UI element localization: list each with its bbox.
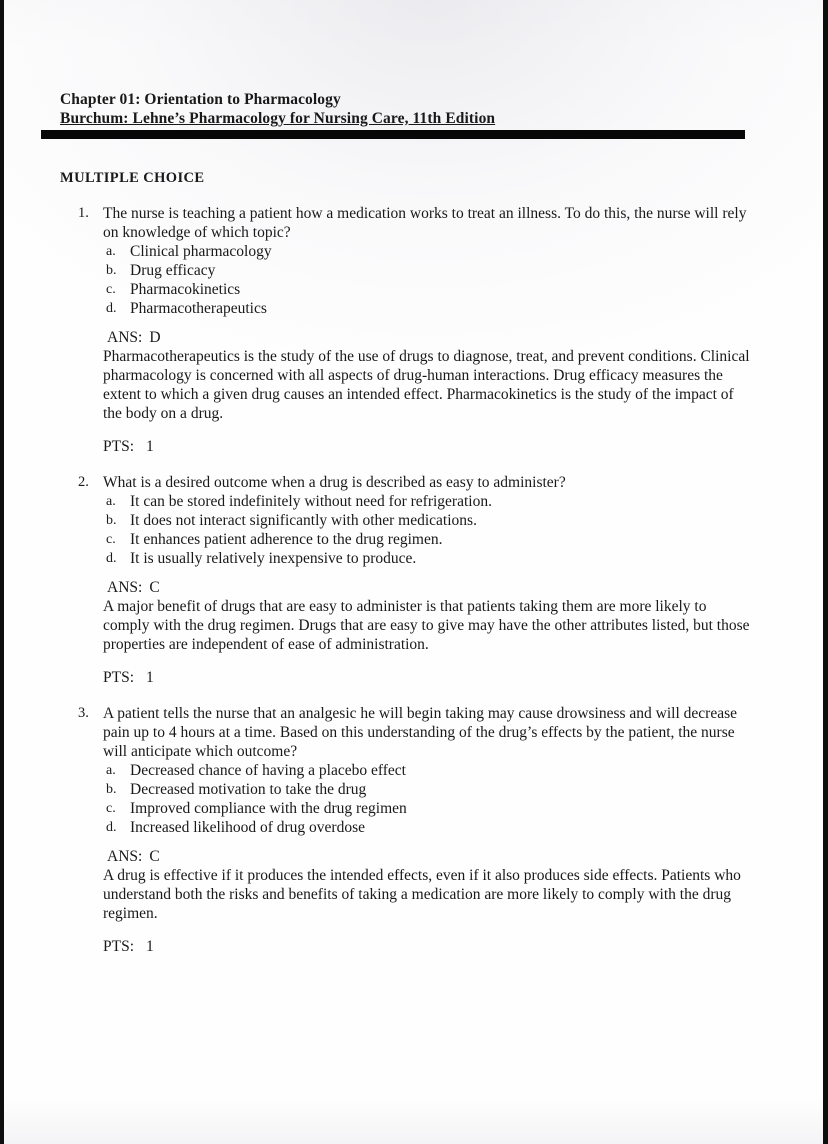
answer-value: D bbox=[149, 329, 161, 346]
option-letter: c. bbox=[106, 532, 116, 547]
option-text: It enhances patient adherence to the drug regimen. bbox=[130, 531, 443, 548]
option-row-d bbox=[103, 818, 751, 837]
option-row-b bbox=[103, 511, 751, 530]
document-content bbox=[60, 0, 753, 956]
option-text: Drug efficacy bbox=[130, 262, 216, 279]
option-row-a bbox=[103, 761, 751, 780]
points-line bbox=[103, 668, 751, 687]
option-letter: c. bbox=[106, 801, 116, 816]
question-text: What is a desired outcome when a drug is described as easy to administer? bbox=[103, 474, 566, 491]
section-heading: MULTIPLE CHOICE bbox=[60, 170, 205, 186]
question-list bbox=[60, 204, 753, 956]
question-row bbox=[60, 204, 753, 456]
answer-label: ANS: bbox=[107, 848, 143, 865]
option-text: It can be stored indefinitely without need for refrigeration. bbox=[130, 493, 492, 510]
option-letter: a. bbox=[106, 494, 116, 509]
rationale-text: A major benefit of drugs that are easy to administer is that patients taking them are more likely to comply with the drug regimen. Drugs that are easy to give may have the other attributes listed, but those properties are independent of ease of administration. bbox=[103, 598, 750, 653]
option-letter: d. bbox=[106, 551, 117, 566]
option-text: Increased likelihood of drug overdose bbox=[130, 819, 366, 836]
question-body bbox=[103, 473, 751, 687]
option-text: Improved compliance with the drug regimen bbox=[130, 800, 407, 817]
option-text: Decreased motivation to take the drug bbox=[130, 781, 367, 798]
points-line bbox=[103, 937, 751, 956]
question-text: A patient tells the nurse that an analgesic he will begin taking may cause drowsiness and will decrease pain up to 4 hours at a time. Based on this understanding of the drug’s effects by the patient, the nurse will anticipate which outcome? bbox=[103, 705, 738, 760]
option-row-b bbox=[103, 261, 751, 280]
answer-value: C bbox=[149, 579, 160, 596]
question-row bbox=[60, 704, 753, 956]
option-letter: b. bbox=[106, 513, 117, 528]
header-divider-bar bbox=[41, 130, 745, 139]
option-row-d bbox=[103, 299, 751, 318]
question-block-3 bbox=[60, 704, 753, 956]
option-row-c bbox=[103, 799, 751, 818]
option-text: Pharmacokinetics bbox=[130, 281, 241, 298]
option-row-a bbox=[103, 492, 751, 511]
points-value: 1 bbox=[146, 438, 154, 455]
answer-line bbox=[103, 578, 751, 597]
points-line bbox=[103, 437, 751, 456]
option-letter: b. bbox=[106, 782, 117, 797]
answer-line bbox=[103, 328, 751, 347]
rationale-text: A drug is effective if it produces the intended effects, even if it also produces side effects. Patients who understand both the risks and benefits of taking a medication are more likely to comply with the drug regimen. bbox=[103, 867, 741, 922]
chapter-title: Chapter 01: Orientation to Pharmacology bbox=[60, 91, 341, 108]
question-body bbox=[103, 704, 751, 956]
answer-label: ANS: bbox=[107, 579, 143, 596]
option-letter: b. bbox=[106, 263, 117, 278]
points-value: 1 bbox=[146, 938, 154, 955]
points-label: PTS: bbox=[103, 938, 135, 955]
doc-header bbox=[60, 0, 753, 139]
option-letter: a. bbox=[106, 244, 116, 259]
option-text: It does not interact significantly with other medications. bbox=[130, 512, 477, 529]
question-number: 2. bbox=[78, 474, 89, 490]
option-row-c bbox=[103, 280, 751, 299]
option-row-b bbox=[103, 780, 751, 799]
option-text: It is usually relatively inexpensive to produce. bbox=[130, 550, 417, 567]
question-block-1 bbox=[60, 204, 753, 456]
answer-label: ANS: bbox=[107, 329, 143, 346]
option-row-a bbox=[103, 242, 751, 261]
option-text: Decreased chance of having a placebo effect bbox=[130, 762, 406, 779]
option-text: Pharmacotherapeutics bbox=[130, 300, 267, 317]
answer-value: C bbox=[149, 848, 160, 865]
points-label: PTS: bbox=[103, 669, 135, 686]
option-row-c bbox=[103, 530, 751, 549]
option-letter: c. bbox=[106, 282, 116, 297]
question-number: 3. bbox=[78, 705, 89, 721]
question-number: 1. bbox=[78, 205, 89, 221]
answer-line bbox=[103, 847, 751, 866]
option-letter: d. bbox=[106, 820, 117, 835]
rationale-text: Pharmacotherapeutics is the study of the use of drugs to diagnose, treat, and prevent conditions. Clinical pharmacology is concerned with all aspects of drug-human interactions. Drug efficacy measures the extent to which a given drug causes an intended effect. Pharmacokinetics is the study of the impact of the body on a drug. bbox=[103, 348, 750, 422]
points-value: 1 bbox=[146, 669, 154, 686]
option-letter: a. bbox=[106, 763, 116, 778]
question-body bbox=[103, 204, 751, 456]
option-text: Clinical pharmacology bbox=[130, 243, 272, 260]
question-block-2 bbox=[60, 473, 753, 687]
question-text: The nurse is teaching a patient how a medication works to treat an illness. To do this, the nurse will rely on knowledge of which topic? bbox=[103, 205, 747, 241]
option-letter: d. bbox=[106, 301, 117, 316]
option-row-d bbox=[103, 549, 751, 568]
document-page bbox=[4, 0, 823, 1144]
book-title: Burchum: Lehne’s Pharmacology for Nursing Care, 11th Edition bbox=[60, 110, 496, 127]
points-label: PTS: bbox=[103, 438, 135, 455]
question-row bbox=[60, 473, 753, 687]
